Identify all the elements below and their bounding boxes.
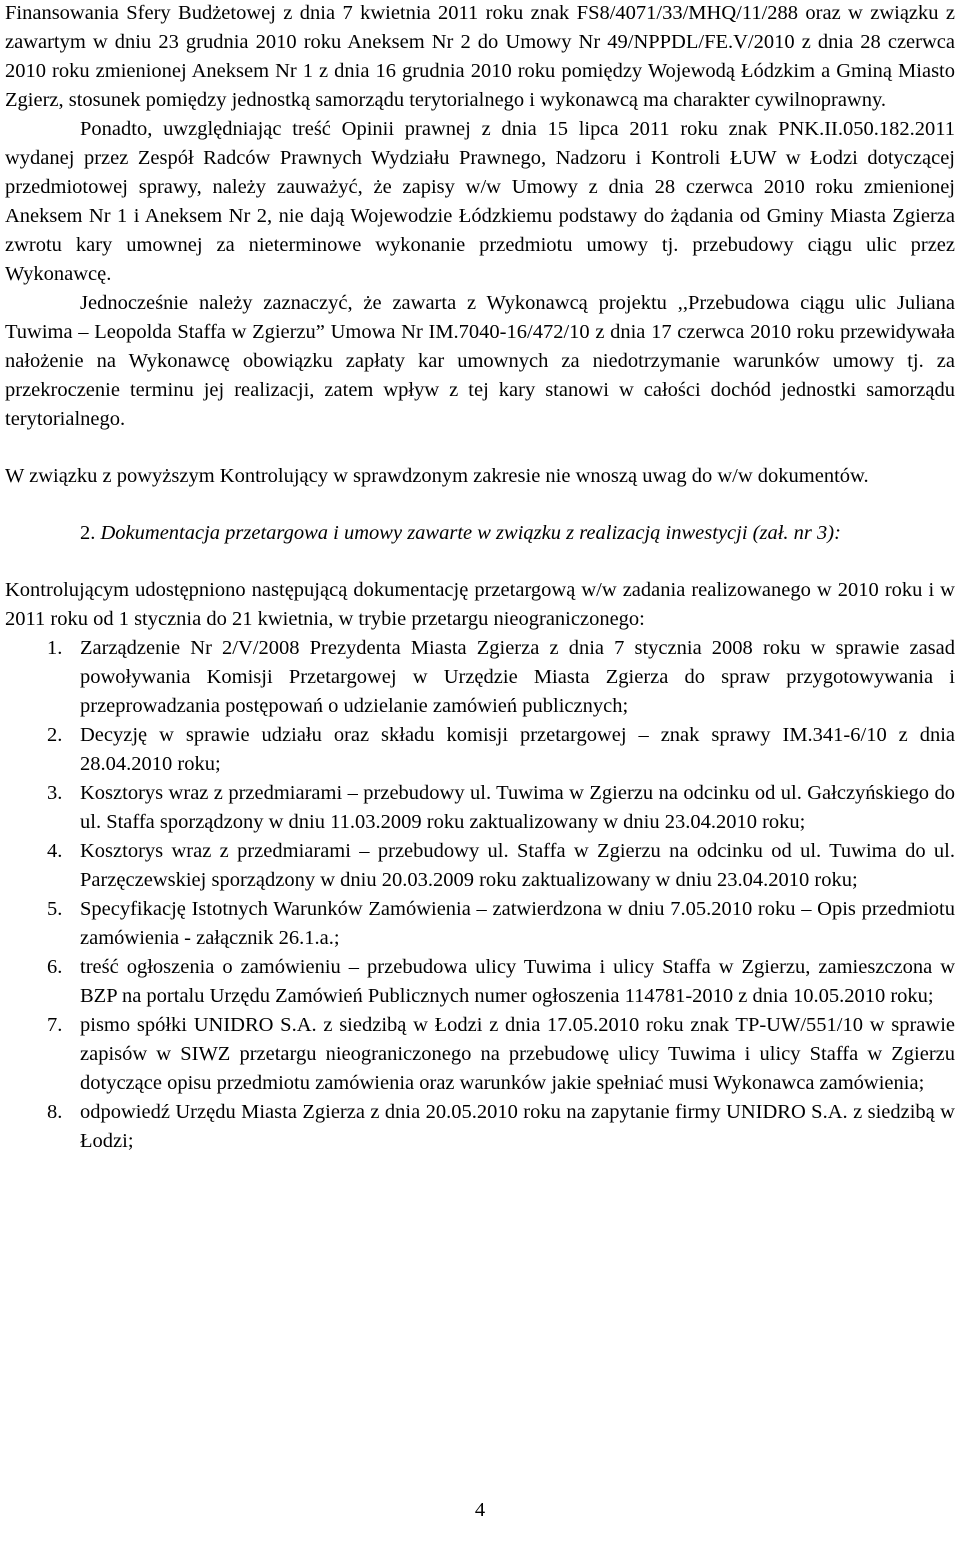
paragraph-legal-opinion: Ponadto, uwzględniając treść Opinii prawnej z dnia 15 lipca 2011 roku znak PNK.II.050.182.2011 wydanej przez Zespół Radców Prawnych Wydziału Prawnego, Nadzoru i Kontroli ŁUW w Łodzi dotyczącej przedmiotowej sprawy, należy zauważyć, że zapisy w/w Umowy z dnia 28 czerwca 2010 roku zmienionej Aneksem Nr 1 i Aneksem Nr 2, nie dają Wojewodzie Łódzkiemu podstawy do żądania od Gminy Miasta Zgierza zwrotu kary umownej za nieterminowe wykonanie przedmiotu umowy tj. przebudowy ciągu ulic przez Wykonawcę.	[5, 118, 955, 285]
section-heading	[5, 519, 955, 548]
list-item	[5, 721, 955, 779]
list-item	[5, 1098, 955, 1156]
list-item-text: Kosztorys wraz z przedmiarami – przebudowy ul. Tuwima w Zgierzu na odcinku od ul. Gałczyńskiego do ul. Staffa sporządzony w dniu 11.03.2009 roku zaktualizowany w dniu 23.04.2010 roku;	[80, 782, 955, 833]
list-item-text: Kosztorys wraz z przedmiarami – przebudowy ul. Staffa w Zgierzu na odcinku od ul. Tuwima do ul. Parzęczewskiej sporządzony w dniu 20.03.2009 roku zaktualizowany w dniu 23.04.2010 roku;	[80, 840, 955, 891]
page-number: 4	[474, 1499, 486, 1521]
list-item-text: Decyzję w sprawie udziału oraz składu komisji przetargowej – znak sprawy IM.341-6/10 z dnia 28.04.2010 roku;	[80, 724, 955, 775]
list-item	[5, 953, 955, 1011]
list-item-number: 4.	[47, 840, 63, 862]
documents-list	[5, 634, 955, 1156]
list-item	[5, 837, 955, 895]
paragraph-documentation-intro: Kontrolującym udostępniono następującą dokumentację przetargową w/w zadania realizowanego w 2010 roku i w 2011 roku od 1 stycznia do 21 kwietnia, w trybie przetargu nieograniczonego:	[5, 579, 955, 630]
section-title: Dokumentacja przetargowa i umowy zawarte w związku z realizacją inwestycji (zał. nr 3):	[100, 522, 841, 544]
paragraph-contractor-penalty: Jednocześnie należy zaznaczyć, że zawarta z Wykonawcą projektu ,,Przebudowa ciągu ulic Juliana Tuwima – Leopolda Staffa w Zgierzu” Umowa Nr IM.7040-16/472/10 z dnia 17 czerwca 2010 roku przewidywała nałożenie na Wykonawcę obowiązku zapłaty kar umownych za niedotrzymanie warunków umowy tj. za przekroczenie terminu jej realizacji, zatem wpływ z tej kary stanowi w całości dochód jednostki samorządu terytorialnego.	[5, 292, 955, 430]
list-item	[5, 779, 955, 837]
list-item-number: 5.	[47, 898, 63, 920]
list-item	[5, 1011, 955, 1098]
document-page	[5, 0, 955, 1156]
list-item-number: 7.	[47, 1014, 63, 1036]
paragraph-financing-status: Finansowania Sfery Budżetowej z dnia 7 kwietnia 2011 roku znak FS8/4071/33/MHQ/11/288 oraz w związku z zawartym w dniu 23 grudnia 2010 roku Aneksem Nr 2 do Umowy Nr 49/NPPDL/FE.V/2010 z dnia 28 czerwca 2010 roku zmienionej Aneksem Nr 1 z dnia 16 grudnia 2010 roku pomiędzy Wojewodą Łódzkim a Gminą Miasto Zgierz, stosunek pomiędzy jednostką samorządu terytorialnego i wykonawcą ma charakter cywilnoprawny.	[5, 2, 955, 111]
list-item-number: 3.	[47, 782, 63, 804]
list-item-text: treść ogłoszenia o zamówieniu – przebudowa ulicy Tuwima i ulicy Staffa w Zgierzu, zamieszczona w BZP na portalu Urzędu Zamówień Publicznych numer ogłoszenia 114781-2010 z dnia 10.05.2010 roku;	[80, 956, 955, 1007]
list-item-number: 1.	[47, 637, 63, 659]
list-item	[5, 895, 955, 953]
list-item-number: 6.	[47, 956, 63, 978]
list-item-text: pismo spółki UNIDRO S.A. z siedzibą w Łodzi z dnia 17.05.2010 roku znak TP-UW/551/10 w sprawie zapisów w SIWZ przetargu nieograniczonego na przebudowę ulicy Tuwima i ulicy Staffa w Zgierzu dotyczące opisu przedmiotu zamówienia oraz warunków jakie spełniać musi Wykonawca zamówienia;	[80, 1014, 955, 1094]
section-number: 2.	[80, 522, 96, 544]
list-item-number: 2.	[47, 724, 63, 746]
list-item-number: 8.	[47, 1101, 63, 1123]
list-item-text: odpowiedź Urzędu Miasta Zgierza z dnia 20.05.2010 roku na zapytanie firmy UNIDRO S.A. z siedzibą w Łodzi;	[80, 1101, 955, 1152]
list-item	[5, 634, 955, 721]
paragraph-conclusion: W związku z powyższym Kontrolujący w sprawdzonym zakresie nie wnoszą uwag do w/w dokumentów.	[5, 465, 869, 487]
list-item-text: Specyfikację Istotnych Warunków Zamówienia – zatwierdzona w dniu 7.05.2010 roku – Opis przedmiotu zamówienia - załącznik 26.1.a.;	[80, 898, 955, 949]
list-item-text: Zarządzenie Nr 2/V/2008 Prezydenta Miasta Zgierza z dnia 7 stycznia 2008 roku w sprawie zasad powoływania Komisji Przetargowej w Urzędzie Miasta Zgierza do spraw przygotowywania i przeprowadzania postępowań o udzielanie zamówień publicznych;	[80, 637, 955, 717]
